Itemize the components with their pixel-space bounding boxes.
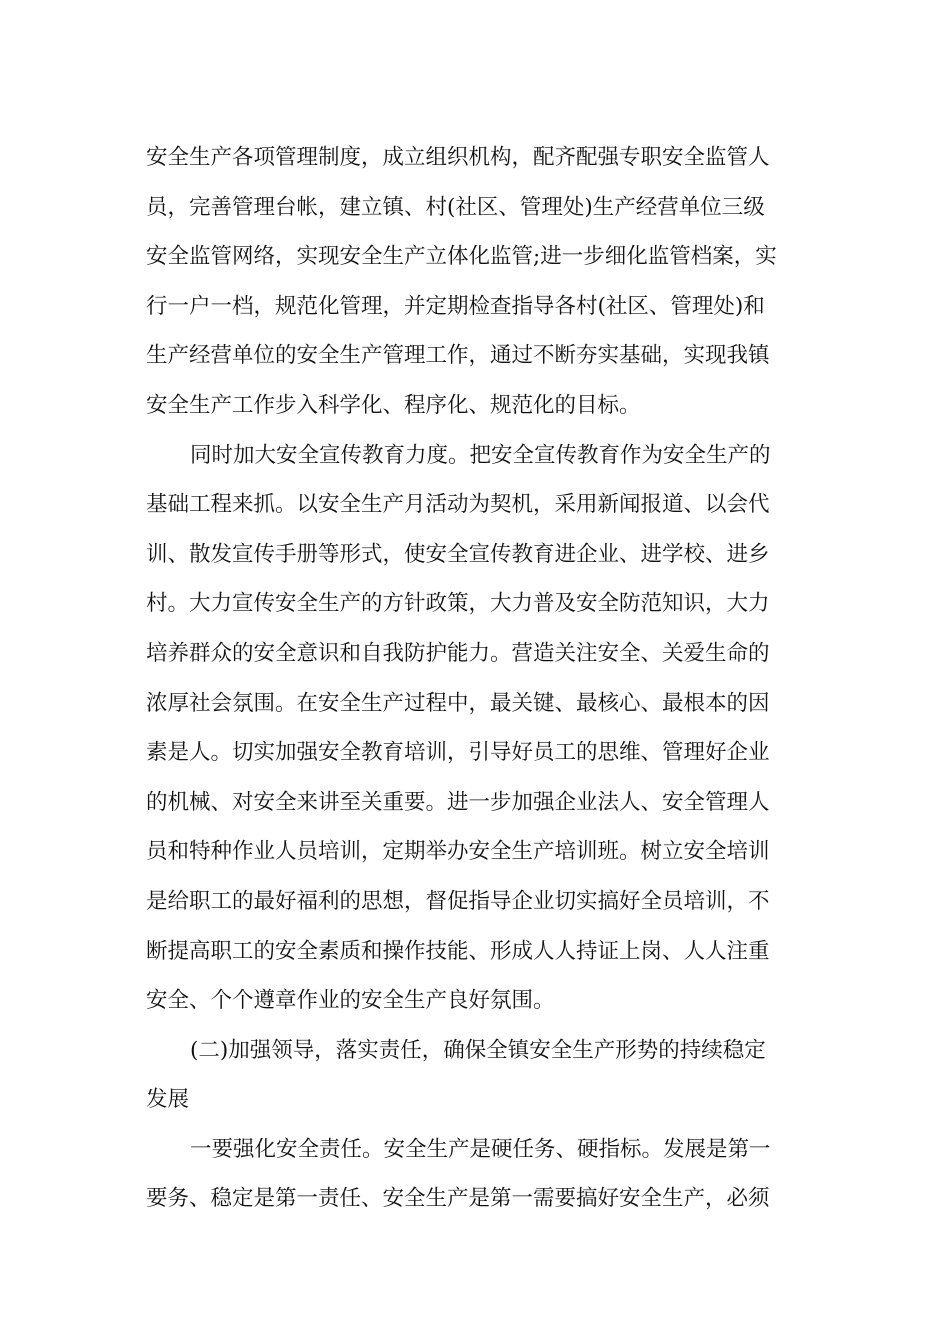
text-line-5: 生产经营单位的安全生产管理工作，通过不断夯实基础，实现我镇	[146, 343, 770, 369]
text-line-4: 行一户一档，规范化管理，并定期检查指导各村(社区、管理处)和	[146, 293, 765, 319]
text-line-13: 素是人。切实加强安全教育培训，引导好员工的思维、管理好企业	[146, 740, 770, 766]
text-line-10: 村。大力宣传安全生产的方针政策，大力普及安全防范知识，大力	[146, 591, 770, 617]
text-line-18: 安全、个个遵章作业的安全生产良好氛围。	[146, 988, 555, 1014]
text-line-14: 的机械、对安全来讲至关重要。进一步加强企业法人、安全管理人	[146, 789, 770, 815]
text-line-1: 安全生产各项管理制度，成立组织机构，配齐配强专职安全监管人	[146, 145, 770, 170]
text-line-3: 安全监管网络，实现安全生产立体化监管;进一步细化监管档案，实	[146, 244, 777, 270]
text-line-12: 浓厚社会氛围。在安全生产过程中，最关键、最核心、最根本的因	[146, 690, 770, 716]
text-line-17: 断提高职工的安全素质和操作技能、形成人人持证上岗、人人注重	[146, 938, 770, 964]
section-heading-line-2: 发展	[146, 1087, 190, 1113]
body-text	[146, 133, 806, 1224]
text-line-11: 培养群众的安全意识和自我防护能力。营造关注安全、关爱生命的	[146, 640, 770, 666]
section-heading-line-1: (二)加强领导，落实责任，确保全镇安全生产形势的持续稳定	[190, 1037, 766, 1063]
text-line-16: 是给职工的最好福利的思想，督促指导企业切实搞好全员培训，不	[146, 888, 770, 914]
text-line-8: 基础工程来抓。以安全生产月活动为契机，采用新闻报道、以会代	[146, 492, 770, 518]
text-line-21: 一要强化安全责任。安全生产是硬任务、硬指标。发展是第一	[190, 1136, 771, 1162]
text-line-7: 同时加大安全宣传教育力度。把安全宣传教育作为安全生产的	[190, 442, 771, 468]
text-line-2: 员，完善管理台帐，建立镇、村(社区、管理处)生产经营单位三级	[146, 194, 765, 220]
text-line-9: 训、散发宣传手册等形式，使安全宣传教育进企业、进学校、进乡	[146, 541, 770, 567]
text-line-22: 要务、稳定是第一责任、安全生产是第一需要搞好安全生产，必须	[146, 1186, 770, 1212]
text-line-15: 员和特种作业人员培训，定期举办安全生产培训班。树立安全培训	[146, 839, 770, 865]
text-line-6: 安全生产工作步入科学化、程序化、规范化的目标。	[146, 392, 641, 418]
